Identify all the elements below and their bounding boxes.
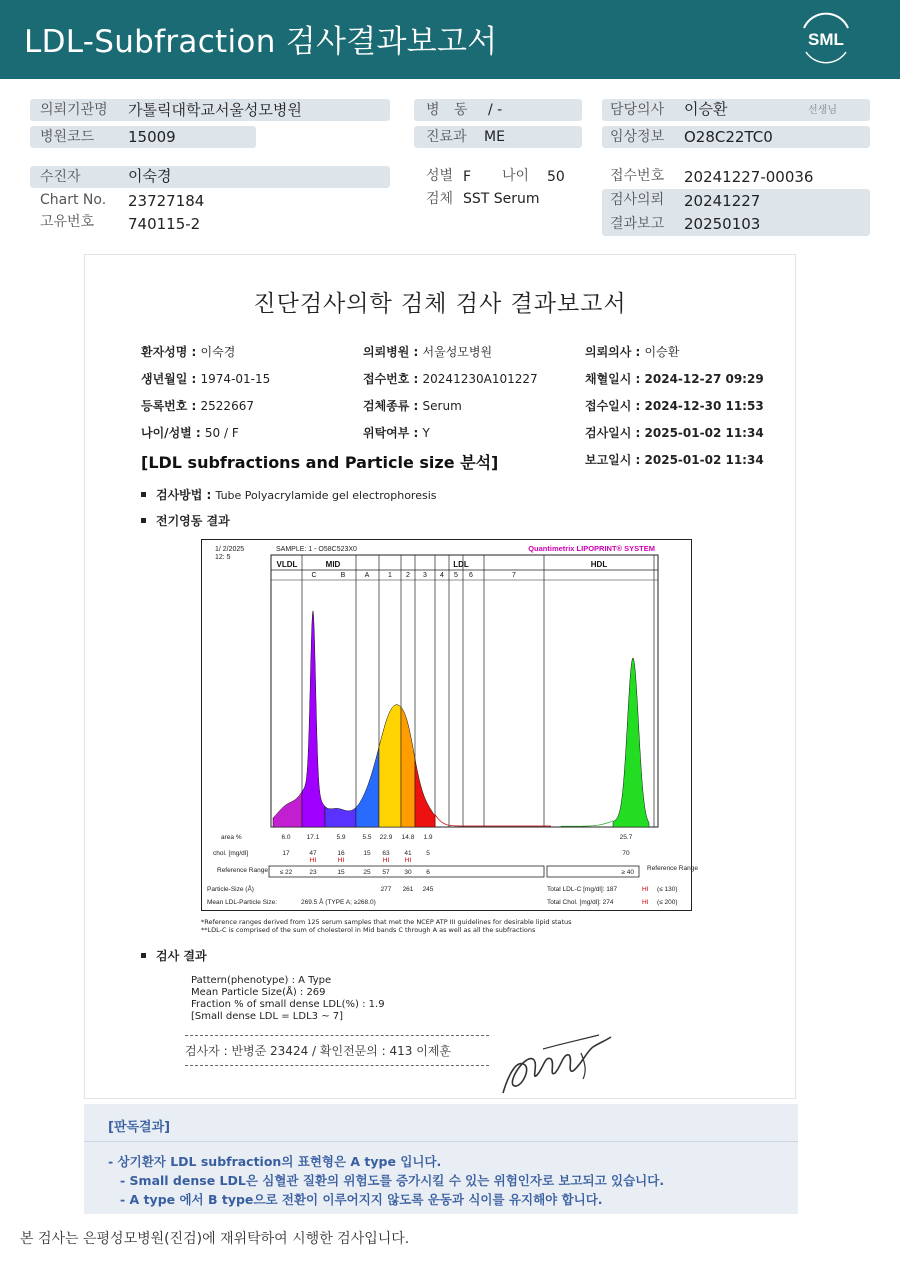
patient-label: 수진자 [40,169,81,185]
area-value-1: 22.9 [379,834,393,841]
report-field-agesex: 나이/성별 : 50 / F [141,426,239,440]
particle-size-label: Particle-Size (Å) [207,886,254,893]
judgement-panel [84,1104,798,1214]
band-label-5: 5 [454,572,458,579]
judgement-title: [판독결과] [108,1120,171,1135]
group-label-vldl: VLDL [276,560,298,569]
patient-value: 이숙경 [128,167,172,185]
page-title: LDL-Subfraction 검사결과보고서 [24,24,498,60]
reference-value-hdl: ≥ 40 [621,869,634,876]
chol-value-c: 47 [309,850,317,857]
result-fraction: Fraction % of small dense LDL(%) : 1.9 [191,999,385,1010]
chol-value-a: 15 [363,850,371,857]
group-label-mid: MID [325,560,341,569]
hdl-reference-label: Reference Range [647,865,698,872]
band-label-a: A [364,572,370,579]
ref-row-label: Reference Range [217,867,268,874]
footnote-1: *Reference ranges derived from 125 serum samples that met the NCEP ATP III guidelines for desirable lipid status [201,918,572,926]
reference-value-2: 30 [404,869,412,876]
result-heading: 검사 결과 [141,947,207,964]
sex-value: F [463,169,472,185]
particle-size-value-2: 261 [402,886,414,893]
report-field-hospital: 의뢰병원 : 서울성모병원 [363,345,493,359]
judgement-line-2: - Small dense LDL은 심혈관 질환의 위험도를 증가시킬 수 있는 위험인자로 보고되고 있습니다. [120,1173,665,1188]
total-chol-flag: HI [642,899,649,906]
chart-brand: Quantimetrix LIPOPRINT® SYSTEM [528,544,655,553]
chart-date: 1/ 2/2025 [215,546,245,553]
hospital-code-label: 병원코드 [40,129,95,145]
area-value-a: 5.5 [362,834,372,841]
method-line: 검사방법 : Tube Polyacrylamide gel electrophoresis [141,486,437,503]
report-field-receipt: 접수번호 : 20241230A101227 [363,372,538,386]
receipt-value: 20241227-00036 [684,168,814,186]
report-field-received: 접수일시 : 2024-12-30 11:53 [585,399,764,413]
report-field-birth: 생년월일 : 1974-01-15 [141,372,271,386]
result-sdldl-def: [Small dense LDL = LDL3 ~ 7] [191,1011,344,1022]
area-value-hdl: 25.7 [619,834,633,841]
handwritten-signature [495,1025,615,1100]
particle-size-value-1: 277 [380,886,392,893]
band-label-2: 2 [406,572,410,579]
report-field-reg: 등록번호 : 2522667 [141,399,254,413]
institution-label: 의뢰기관명 [40,102,108,118]
reference-value-3: 6 [426,869,430,876]
chol-value-b: 16 [337,850,345,857]
particle-size-value-3: 245 [422,886,434,893]
doctor-value: 이승환 [684,100,728,118]
specimen-value: SST Serum [463,191,540,207]
report-field-collection: 채혈일시 : 2024-12-27 09:29 [585,372,764,386]
band-label-1: 1 [388,572,392,579]
area-value-2: 14.8 [401,834,415,841]
reference-value-c: 23 [309,869,317,876]
chol-value-3: 5 [426,850,430,857]
report-field-consign: 위탁여부 : Y [363,426,430,440]
doctor-suffix: 선생님 [808,105,837,116]
total-chol-ref: (≤ 200) [657,899,678,906]
chol-value-vldl: 17 [282,850,290,857]
chart-no-value: 23727184 [128,192,205,210]
chol-flag-1: HI [382,857,390,864]
reference-value-b: 15 [337,869,345,876]
clinical-label: 임상정보 [610,129,665,145]
receipt-label: 접수번호 [610,168,665,184]
total-ldl-label: Total LDL-C [mg/dl]: 187 [547,886,618,893]
chol-flag-b: HI [337,857,345,864]
judgement-line-3: - A type 에서 B type으로 전환이 이루어지지 않도록 운동과 식이를 유지해야 합니다. [120,1192,603,1207]
chart-title: SAMPLE: 1 - O58C523X0 [276,546,357,553]
footer-note: 본 검사는 은평성모병원(진검)에 재위탁하여 시행한 검사입니다. [20,1231,410,1247]
sex-label: 성별 [426,168,454,184]
result-pattern: Pattern(phenotype) : A Type [191,975,332,986]
report-date-value: 20250103 [684,215,761,233]
request-label: 검사의뢰 [610,192,665,208]
doctor-label: 담당의사 [610,102,665,118]
sml-logo [798,12,854,66]
band-label-c: C [311,572,317,579]
specimen-label: 검체 [426,191,454,207]
band-label-3: 3 [423,572,427,579]
ldl-section-heading: [LDL subfractions and Particle size 분석] [141,453,499,472]
chol-flag-2: HI [404,857,412,864]
report-field-doctor: 의뢰의사 : 이승환 [585,345,680,359]
chart-time: 12: 5 [215,554,231,561]
report-field-reported: 보고일시 : 2025-01-02 11:34 [585,453,764,467]
band-label-4: 4 [440,572,444,579]
band-label-7: 7 [512,572,516,579]
chart-frame [202,540,692,911]
chol-flag-c: HI [309,857,317,864]
band-label-6: 6 [469,572,473,579]
area-row-label: area % [221,834,242,841]
chol-row-label: chol. [mg/dl] [213,850,249,857]
reference-value-1: 57 [382,869,390,876]
request-value: 20241227 [684,192,761,210]
reference-value-vldl: ≤ 22 [279,869,293,876]
total-ldl-flag: HI [642,886,649,893]
lipoprint-chart [201,539,698,911]
area-value-b: 5.9 [336,834,346,841]
footnote-2: **LDL-C is comprised of the sum of cholesterol in Mid bands C through A as well as all the subfractions [201,926,536,934]
mean-size-label: Mean LDL-Particle Size: [207,899,278,906]
dept-value: ME [484,129,505,145]
group-label-ldl: LDL [453,560,469,569]
report-field-tested: 검사일시 : 2025-01-02 11:34 [585,426,764,440]
institution-value: 가톨릭대학교서울성모병원 [128,101,302,119]
electro-heading: 전기영동 결과 [141,512,230,529]
dept-label: 진료과 [426,129,467,145]
chol-value-hdl: 70 [622,850,630,857]
hospital-code-value: 15009 [128,128,176,146]
total-ldl-ref: (≤ 130) [657,886,678,893]
area-value-vldl: 6.0 [281,834,291,841]
chol-value-2: 41 [404,850,412,857]
chart-no-label: Chart No. [40,192,107,208]
header-bar [0,0,900,79]
group-label-hdl: HDL [590,560,608,569]
report-field-patient: 환자성명 : 이숙경 [141,345,236,359]
logo-text: SML [808,30,844,49]
result-mean-size: Mean Particle Size(Å) : 269 [191,987,326,998]
patient-field-bg [30,166,390,188]
mean-size-value: 269.5 Å (TYPE A; ≥268.0) [301,899,376,906]
area-value-3: 1.9 [423,834,433,841]
band-label-b: B [340,572,346,579]
report-date-label: 결과보고 [610,216,665,232]
ward-label: 병 동 [426,102,473,118]
ward-value: / - [488,102,503,118]
chol-value-1: 63 [382,850,390,857]
clinical-value: O28C22TC0 [684,128,773,146]
unique-no-label: 고유번호 [40,214,95,230]
report-field-specimen: 검체종류 : Serum [363,399,462,413]
judgement-divider [84,1141,798,1142]
age-value: 50 [547,169,565,185]
reference-value-a: 25 [363,869,371,876]
unique-no-value: 740115-2 [128,215,201,233]
total-chol-label: Total Chol. [mg/dl]: 274 [547,899,614,906]
lab-report-sheet [84,254,796,1099]
report-title: 진단검사의학 검체 검사 결과보고서 [253,291,627,317]
judgement-line-1: - 상기환자 LDL subfraction의 표현형은 A type 입니다. [108,1154,442,1169]
area-value-c: 17.1 [306,834,320,841]
signature-line: 검사자 : 반병준 23424 / 확인전문의 : 413 이제훈 [185,1035,489,1066]
age-label: 나이 [502,168,530,184]
